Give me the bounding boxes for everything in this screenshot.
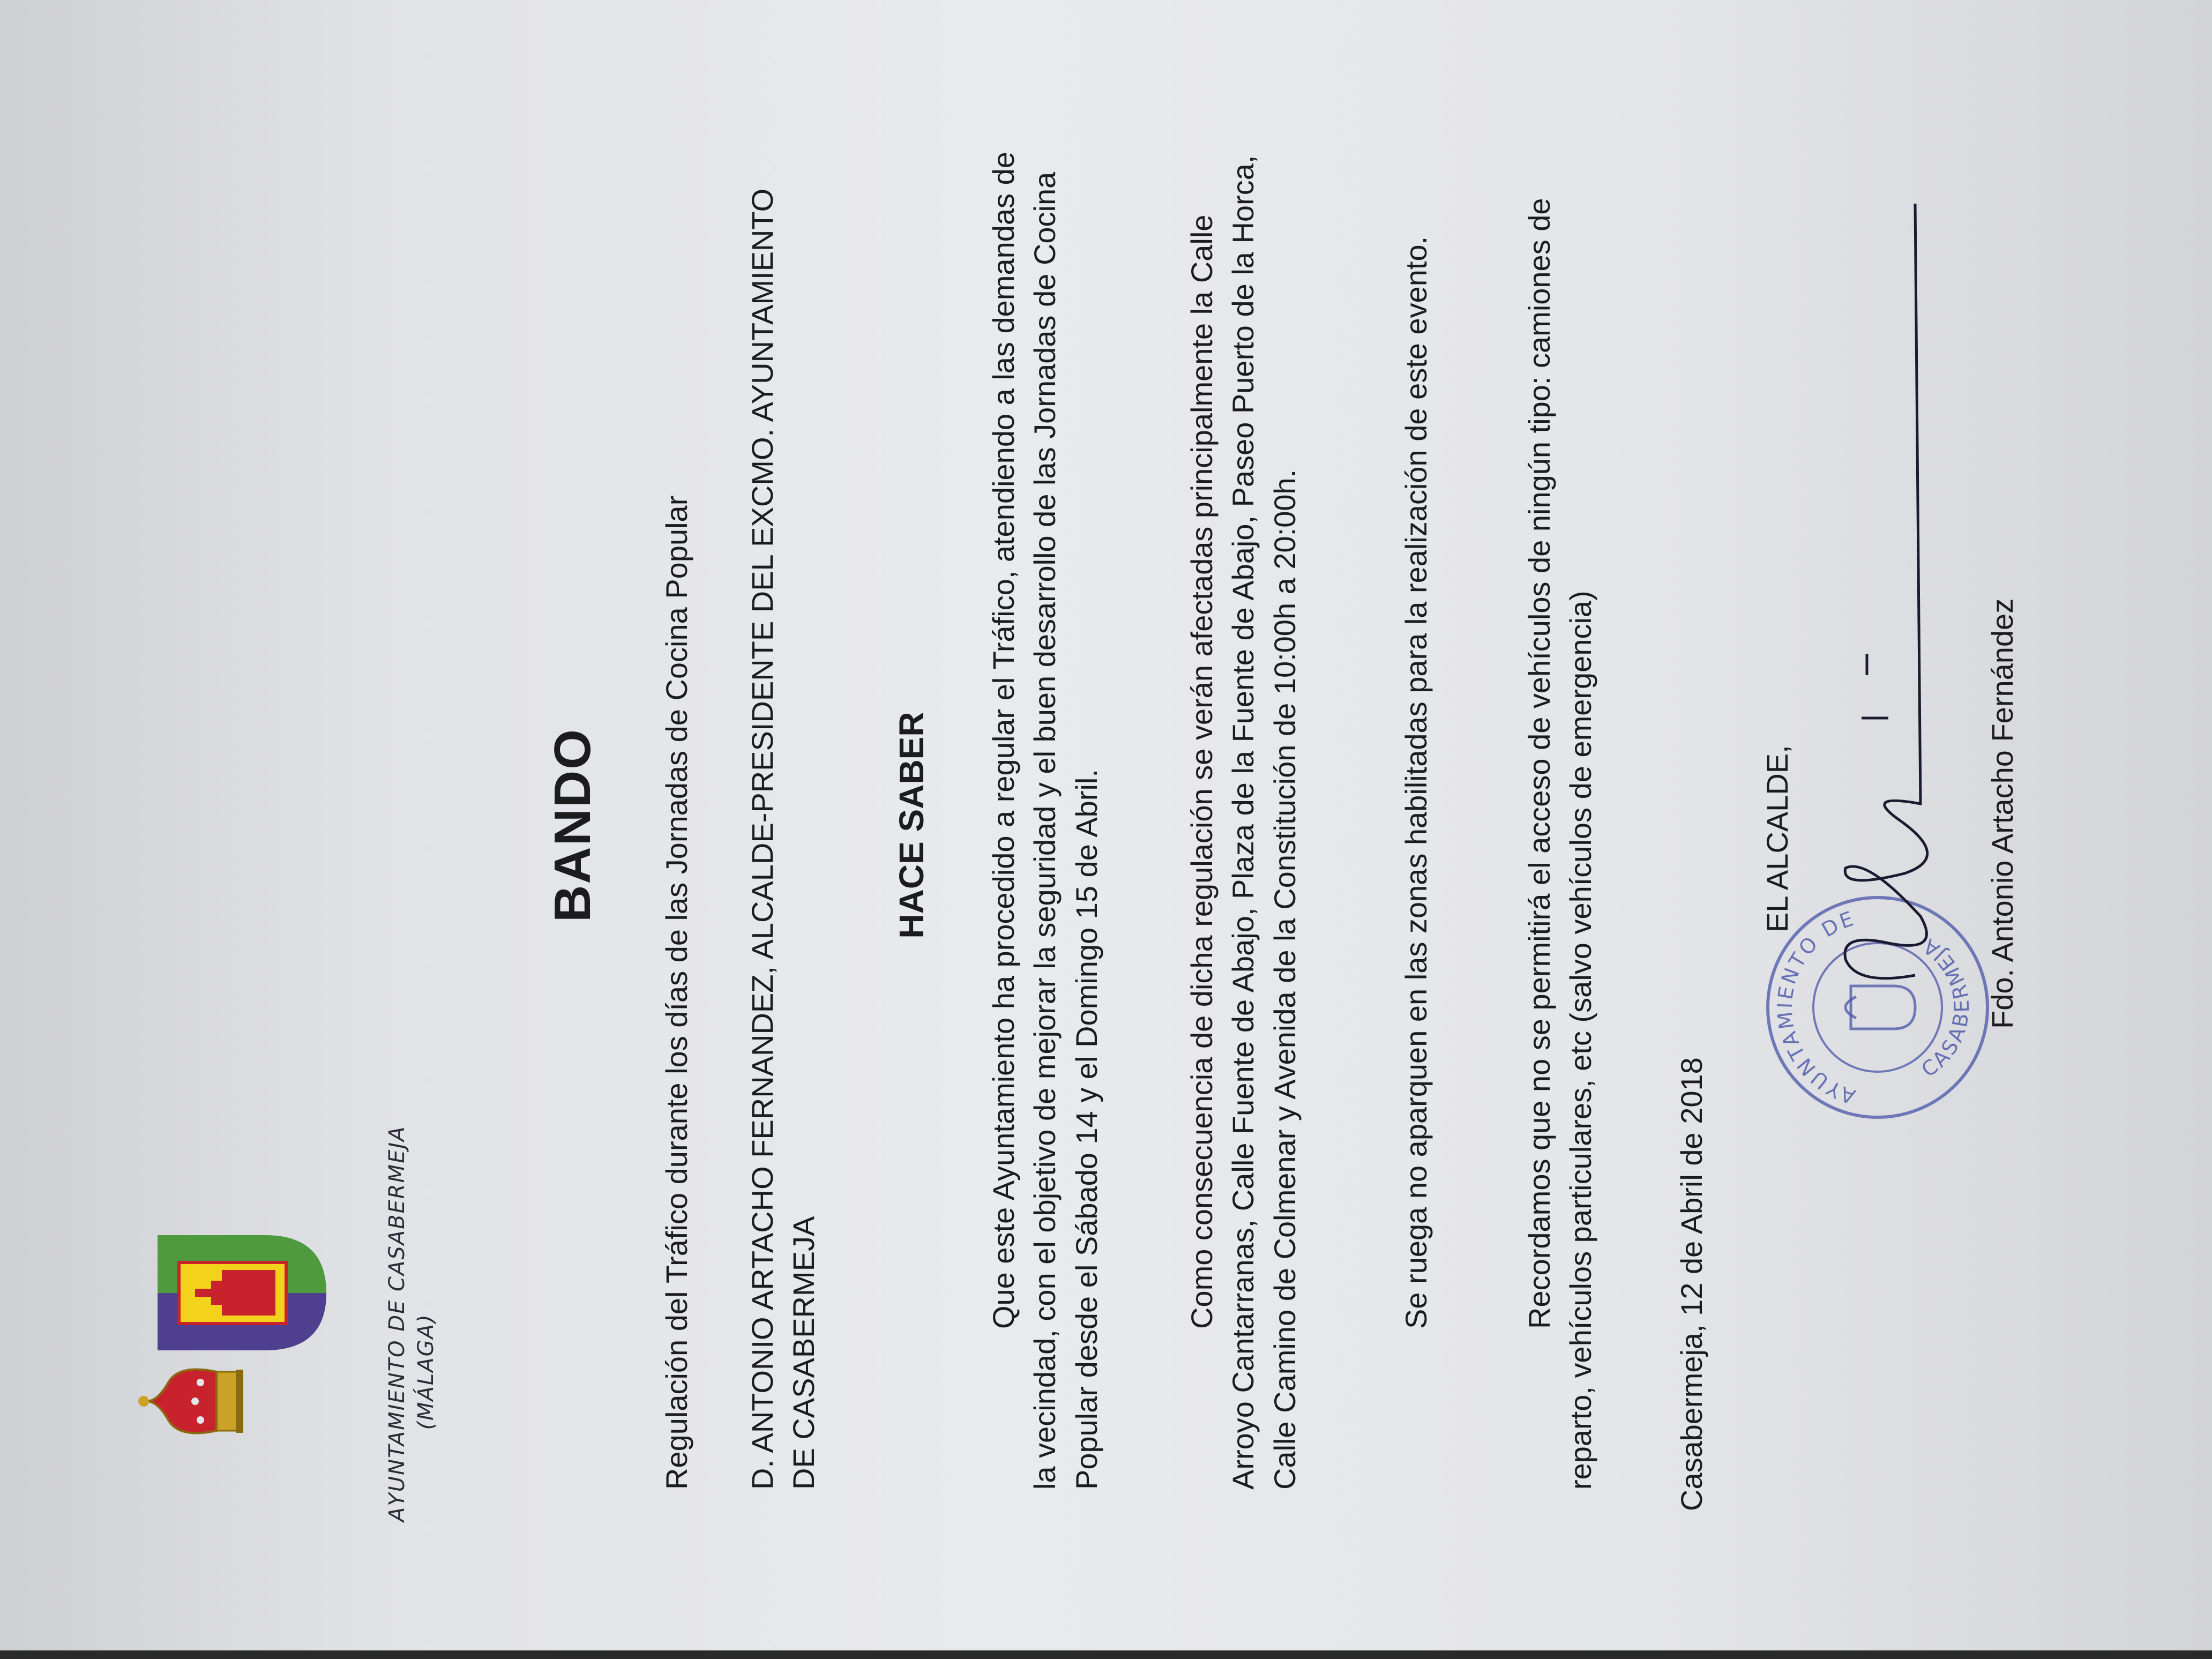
council-name-block [383, 1125, 440, 1522]
signatory-line: Fdo. Antonio Artacho Fernández [1985, 598, 2019, 1029]
svg-text:CASABERMEJA: CASABERMEJA [1917, 933, 1974, 1082]
province-name: (MÁLAGA) [414, 1313, 438, 1430]
council-name: AYUNTAMIENTO DE CASABERMEJA [385, 1125, 409, 1522]
document-title: BANDO [544, 728, 601, 922]
crown-icon [138, 1370, 243, 1433]
issuer-line: D. ANTONIO ARTACHO FERNANDEZ, ALCALDE-PRESIDENTE DEL EXCMO. AYUNTAMIENTO DE CASABERMEJA [745, 188, 821, 1490]
paragraph-traffic-regulation: Que este Ayuntamiento ha procedido a regular el Tráfico, atendiendo a las demandas de la vecindad, con el objetivo de mejorar la seguridad y el buen desarrollo de las Jornadas de Cocina Popular desde el Sábado 14 y el Domingo 15 de Abril. [987, 152, 1103, 1490]
coat-of-arms-icon [136, 1227, 350, 1452]
closing-line: EL ALCALDE, [1760, 745, 1794, 932]
section-heading: HACE SABER [892, 712, 931, 939]
svg-text:AYUNTAMIENTO DE: AYUNTAMIENTO DE [1773, 906, 1858, 1109]
shield-icon [158, 1235, 326, 1350]
document-subject: Regulación del Tráfico durante los días de las Jornadas de Cocina Popular [660, 495, 693, 1490]
paragraph-vehicle-access: Recordamos que no se permitirá el acceso de vehículos de ningún tipo: camiones de reparto, vehículos particulares, etc (salvo vehículos de emergencia) [1522, 198, 1598, 1490]
bando-page [34, 32, 2178, 1618]
paragraph-affected-streets: Como consecuencia de dicha regulación se verán afectadas principalmente la Calle Arroyo Cantarranas, Calle Fuente de Abajo, Plaza de la Fuente de Abajo, Paseo Puerto de la Horca, Calle Camino de Colmenar y Avenida de la Constitución de 10:00h a 20:00h. [1185, 155, 1302, 1490]
paragraph-parking-request: Se ruega no aparquen en las zonas habilitadas para la realización de este evento. [1399, 236, 1433, 1329]
date-line: Casabermeja, 12 de Abril de 2018 [1675, 1057, 1708, 1511]
